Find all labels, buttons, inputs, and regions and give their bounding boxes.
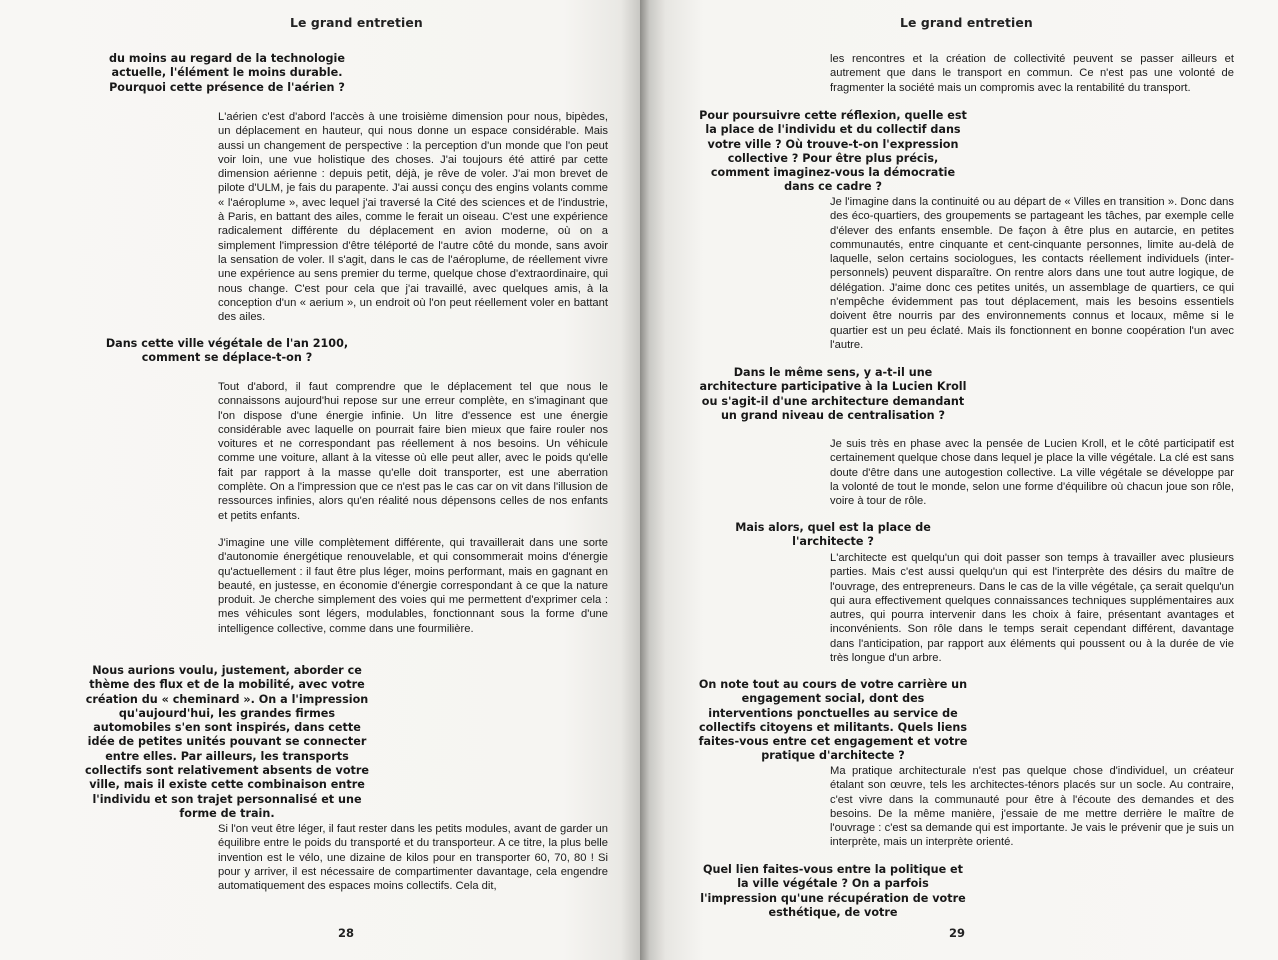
interview-answer bbox=[830, 551, 1234, 678]
answer-paragraph: L'architecte est quelqu'un qui doit passer son temps à travailler avec plusieurs parties. Mais c'est aussi quelqu'un qui est l'interprète des désirs du maître de l'ouvrage, des entrepreneurs. Dans le cas de la ville végétale, ça serait quelqu'un qui aura effectivement quelques connaissances techniques supplémentaires aux autres, qui pourra intervenir dans les choix à faire, présentant avantages et inconvénients. Son rôle dans le temps serait cependant différent, davantage dans l'anticipation, par rapport aux éléments qui poussent ou à la durée de vie très longue d'un arbre. bbox=[830, 552, 1234, 665]
interview-question: Dans le même sens, y a-t-il une architecture participative à la Lucien Kroll ou s'agit-il d'une architecture demandant un grand niveau de centralisation ? bbox=[699, 366, 967, 422]
answer-paragraph: J'imagine une ville complètement différente, qui travaillerait dans une sorte d'autonomie énergétique renouvelable, et qui consommerait moins d'énergie qu'actuellement : il faut être plus léger, moins performant, mais en gagnant en beauté, en justesse, en économie d'énergie correspondant à ce que la nature produit. Je cherche simplement des voies qui me permettent d'exprimer cela : mes véhicules sont légers, modulables, fonctionnant sous la forme d'une intelligence collective, comme dans une fourmilière. bbox=[218, 536, 608, 635]
interview-question: Nous aurions voulu, justement, aborder ce thème des flux et de la mobilité, avec votre création du « cheminard ». On a l'impression qu'aujourd'hui, les grandes firmes automobiles s'en sont inspirés, dans cette idée de petites unités pouvant se connecter entre elles. Par ailleurs, les transports collectifs sont relativement absents de votre ville, mais il existe cette combinaison entre l'individu et son trajet personnalisé et une forme de train. bbox=[85, 664, 369, 820]
answer-paragraph: les rencontres et la création de collectivité peuvent se passer ailleurs et autrement que dans le transport en commun. Ce n'est pas une volonté de fragmenter la société mais un compromis avec la rentabilité du transport. bbox=[830, 53, 1234, 94]
right-page bbox=[640, 0, 1278, 960]
interview-answer bbox=[830, 764, 1234, 863]
interview-answer bbox=[218, 380, 608, 649]
answer-paragraph: Ma pratique architecturale n'est pas quelque chose d'individuel, un créateur étalant son œuvre, tels les architectes-ténors placés sur un socle. Au contraire, c'est vivre dans la communauté pour être à l'écoute des demandes et des besoins. De la même manière, j'essaie de me mettre derrière le maître de l'ouvrage : c'est sa demande qui est importante. Je vais le prévenir que je suis un interprète, mais un interprète orienté. bbox=[830, 765, 1234, 849]
interview-question: du moins au regard de la technologie actuelle, l'élément le moins durable. Pourquoi cette présence de l'aérien ? bbox=[109, 52, 345, 94]
page-number: 28 bbox=[338, 926, 355, 940]
answer-paragraph: Si l'on veut être léger, il faut rester dans les petits modules, avant de garder un équilibre entre le poids du transporté et du transporteur. A ce titre, la plus belle invention est le vélo, une dizaine de kilos pour en transporter 60, 70, 80 ! Si pour y arriver, il est nécessaire de compartimenter davantage, cela engendre automatiquement des espaces moins collectifs. Cela dit, bbox=[218, 823, 608, 893]
interview-question: Quel lien faites-vous entre la politique et la ville végétale ? On a parfois l'impression qu'une récupération de votre esthétique, de votre bbox=[700, 863, 966, 919]
running-head: Le grand entretien bbox=[290, 15, 423, 30]
interview-question: On note tout au cours de votre carrière un engagement social, dont des interventions ponctuelles au service de collectifs citoyens et militants. Quels liens faites-vous entre cet engagement et votre pratique d'architecte ? bbox=[698, 678, 968, 763]
interview-answer bbox=[218, 110, 608, 337]
interview-question: Dans cette ville végétale de l'an 2100, comment se déplace-t-on ? bbox=[105, 337, 349, 365]
answer-paragraph: Je suis très en phase avec la pensée de Lucien Kroll, et le côté participatif est certainement quelque chose dans lequel je place la ville végétale. La clé est sans doute d'être dans une autogestion collective. La ville végétale se développe par la volonté de tout le monde, selon une forme d'équilibre où chacun joue son rôle, voire à tour de rôle. bbox=[830, 438, 1234, 508]
answer-paragraph: Tout d'abord, il faut comprendre que le déplacement tel que nous le connaissons aujourd'hui repose sur une erreur complète, en s'imaginant que l'on dispose d'une énergie infinie. Un litre d'essence est une énergie considérable avec laquelle on pourrait faire bien mieux que faire rouler nos voitures et ne correspondant pas réellement à nos besoins. Un véhicule comme une voiture, allant à la vitesse où elle peut aller, avec le poids qu'elle fait par rapport à la masse qu'elle doit transporter, est une aberration complète. On a l'impression que ce n'est pas le cas car on vit dans l'illusion de ressources infinies, alors qu'en réalité nous dépensons celles de nos enfants et petits enfants. bbox=[218, 381, 608, 522]
interview-question: Mais alors, quel est la place de l'architecte ? bbox=[735, 521, 931, 549]
interview-answer bbox=[830, 437, 1234, 521]
answer-paragraph: Je l'imagine dans la continuité ou au départ de « Villes en transition ». Donc dans des éco-quartiers, des groupements se partageant les tâches, par exemple celle d'élever des enfants ensemble. De façon à être plus en autarcie, en petites communautés, entre cinquante et cent-cinquante personnes, limite au-delà de laquelle, selon certains sociologues, les contacts réellement individuels (inter-personnels) peuvent disparaître. On rentre alors dans une tout autre logique, de délégation. J'aime donc ces petites unités, un assemblage de quartiers, ce qui n'empêche évidemment pas tout déplacement, mais les besoins essentiels doivent être nourris par des environnements connus et locaux, même si le quartier est un peu éclaté. Mais ils fonctionnent en bonne coopération l'un avec l'autre. bbox=[830, 196, 1234, 351]
interview-question: Pour poursuivre cette réflexion, quelle est la place de l'individu et du collectif dans votre ville ? Où trouve-t-on l'expression collective ? Pour être plus précis, comment imaginez-vous la démocratie dans ce cadre ? bbox=[699, 109, 967, 194]
interview-answer bbox=[830, 52, 1234, 108]
interview-answer bbox=[218, 822, 608, 906]
running-head: Le grand entretien bbox=[900, 15, 1033, 30]
answer-paragraph: L'aérien c'est d'abord l'accès à une troisième dimension pour nous, bipèdes, un déplacement en hauteur, qui nous donne un espace considérable. Mais aussi un changement de perspective : la perception d'un monde que l'on peut voir loin, une vue holistique des choses. J'ai toujours été attiré par cette dimension aérienne : depuis petit, déjà, je rêve de voler. J'ai mon brevet de pilote d'ULM, je fais du parapente. J'ai aussi conçu des engins volants comme « l'aéroplume », avec lequel j'ai traversé la Cité des sciences et de l'industrie, à Paris, en battant des ailes, comme le ferait un oiseau. C'est une expérience radicalement différente du déplacement en avion moderne, où on a simplement l'impression d'être téléporté de l'autre côté du monde, sans avoir la sensation de voler. Il s'agit, dans le cas de l'aéroplume, de réellement vivre une expérience au sens premier du terme, quelque chose d'extraordinaire, qui nous change. C'est pour cela que j'ai travaillé, avec quelques amis, à la conception d'un « aerium », un endroit où l'on peut réellement voler en battant des ailes. bbox=[218, 111, 608, 324]
page-number: 29 bbox=[949, 926, 966, 940]
interview-answer bbox=[830, 195, 1234, 365]
